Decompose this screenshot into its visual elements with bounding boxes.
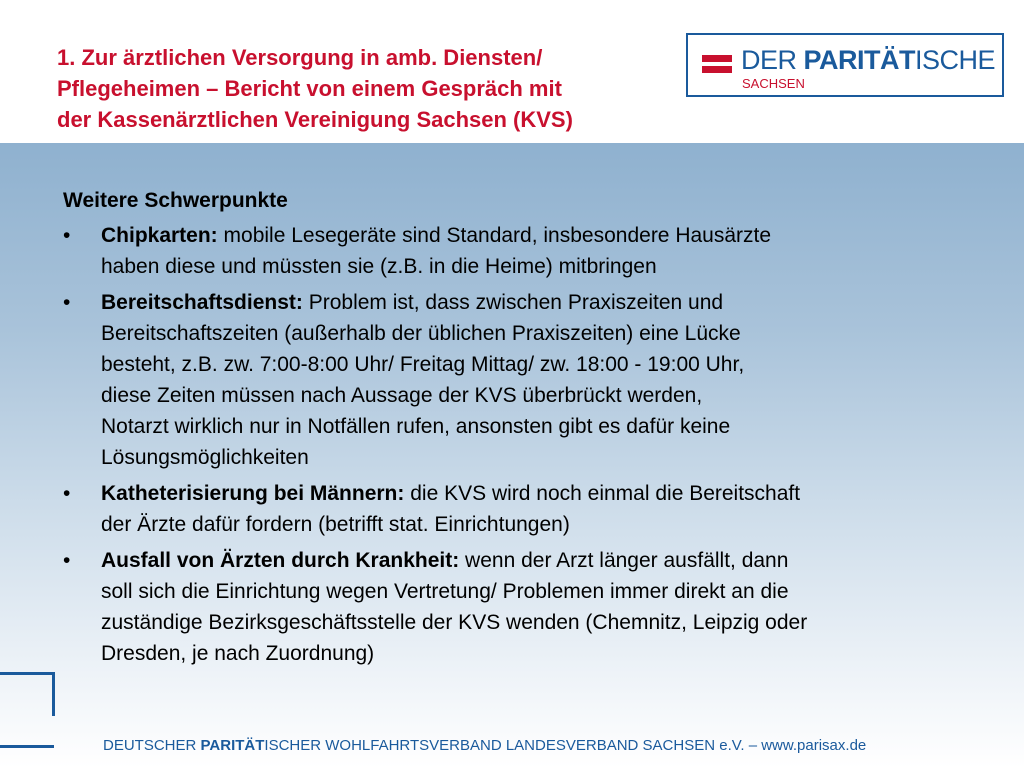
list-item: [63, 287, 983, 473]
slide-title: [57, 42, 677, 135]
section-heading: Weitere Schwerpunkte: [63, 189, 288, 212]
item-text: haben diese und müssten sie (z.B. in die Heime) mitbringen: [101, 255, 657, 278]
title-line: der Kassenärztlichen Vereinigung Sachsen (KVS): [57, 107, 573, 132]
item-text: Notarzt wirklich nur in Notfällen rufen, ansonsten gibt es dafür keine: [101, 415, 731, 438]
footer: [103, 737, 866, 755]
bullet-icon: •: [63, 291, 71, 314]
bullet-icon: •: [63, 549, 71, 572]
item-text: mobile Lesegeräte sind Standard, insbesondere Hausärzte: [217, 224, 772, 247]
item-lead: Bereitschaftsdienst:: [101, 291, 303, 314]
item-text: Lösungsmöglichkeiten: [101, 446, 309, 469]
footer-text-bold: PARITÄT: [200, 737, 265, 754]
logo-subtitle: SACHSEN: [742, 76, 805, 91]
item-text: diese Zeiten müssen nach Aussage der KVS überbrückt werden,: [101, 384, 703, 407]
item-text: Bereitschaftszeiten (außerhalb der üblichen Praxiszeiten) eine Lücke: [101, 322, 741, 345]
logo-wordmark: DER PARITÄTISCHE: [741, 45, 996, 75]
bullet-icon: •: [63, 224, 71, 247]
item-text: Problem ist, dass zwischen Praxiszeiten und: [302, 291, 724, 314]
slide-body: [63, 185, 983, 674]
item-lead: Katheterisierung bei Männern:: [101, 482, 405, 505]
header: [0, 0, 1024, 143]
logo-equals-icon: [702, 55, 732, 75]
title-line: Pflegeheimen – Bericht von einem Gespräch mit: [57, 76, 562, 101]
item-text: Dresden, je nach Zuordnung): [101, 642, 375, 665]
footer-text: ISCHER WOHLFAHRTSVERBAND LANDESVERBAND SACHSEN e.V. – www.parisax.de: [264, 737, 867, 754]
list-item: [63, 545, 983, 669]
list-item: [63, 220, 983, 282]
list-item: [63, 478, 983, 540]
item-text: wenn der Arzt länger ausfällt, dann: [459, 549, 789, 572]
item-lead: Ausfall von Ärzten durch Krankheit:: [101, 549, 460, 572]
item-text: soll sich die Einrichtung wegen Vertretung/ Problemen immer direkt an die: [101, 580, 789, 603]
bullet-icon: •: [63, 482, 71, 505]
footer-text: DEUTSCHER: [103, 737, 201, 754]
item-text: besteht, z.B. zw. 7:00-8:00 Uhr/ Freitag Mittag/ zw. 18:00 - 19:00 Uhr,: [101, 353, 745, 376]
bullet-list: [63, 220, 983, 669]
paritaetische-logo: [686, 33, 1004, 97]
title-line: 1. Zur ärztlichen Versorgung in amb. Diensten/: [57, 45, 543, 70]
item-text: der Ärzte dafür fordern (betrifft stat. Einrichtungen): [101, 513, 570, 536]
item-text: die KVS wird noch einmal die Bereitschaft: [404, 482, 801, 505]
corner-decoration: [0, 672, 55, 716]
item-text: zuständige Bezirksgeschäftsstelle der KVS wenden (Chemnitz, Leipzig oder: [101, 611, 808, 634]
item-lead: Chipkarten:: [101, 224, 218, 247]
corner-decoration-line: [0, 745, 54, 748]
